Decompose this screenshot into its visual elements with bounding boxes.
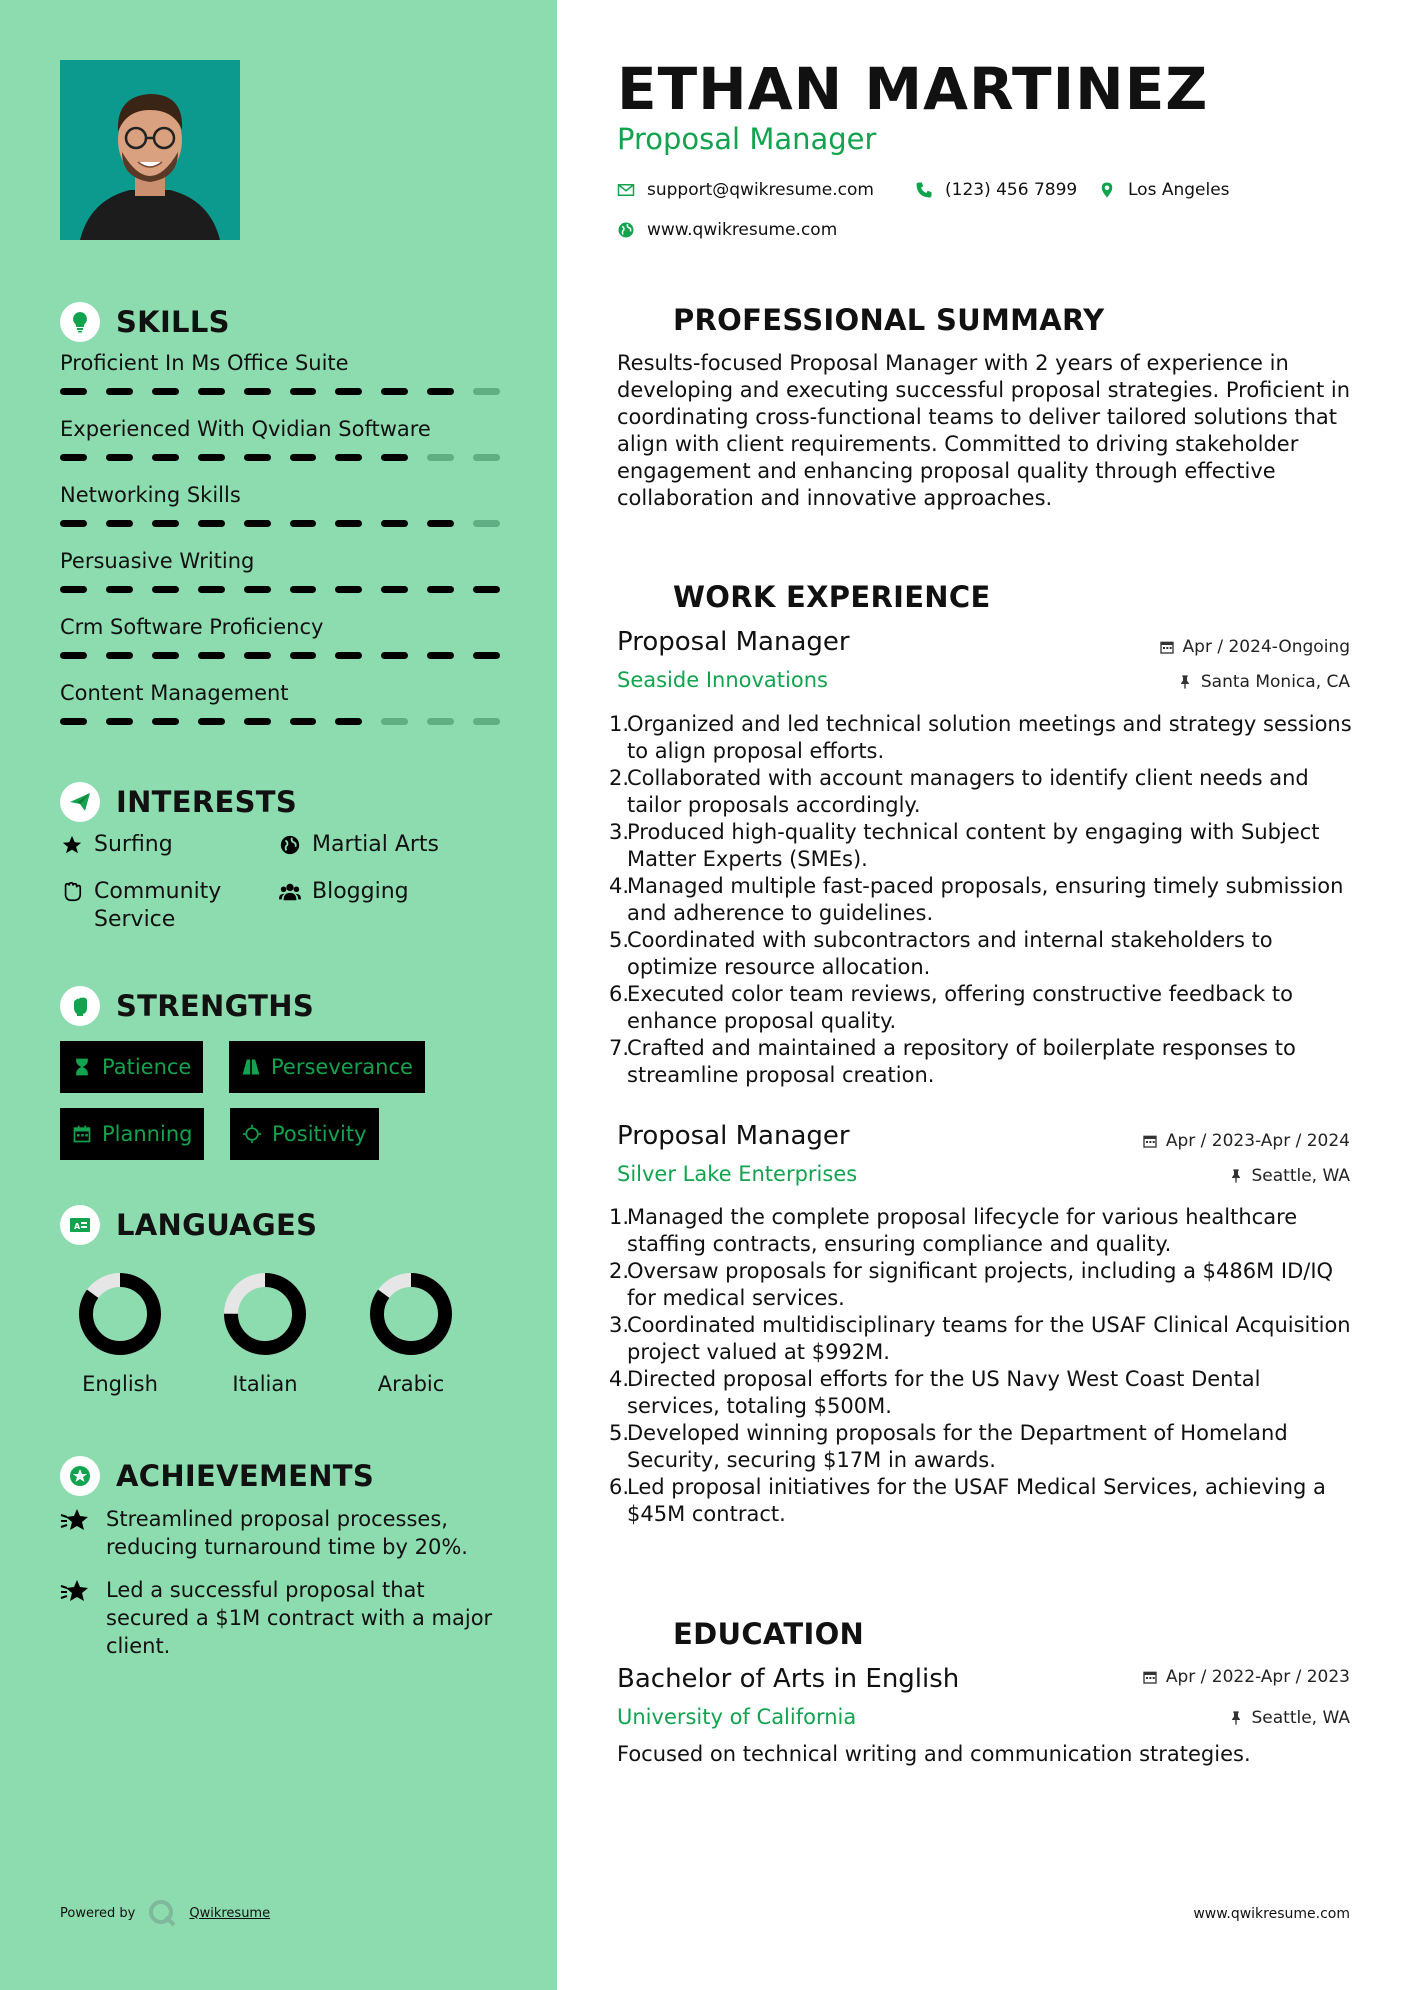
- bullet-number: 1.: [609, 1205, 630, 1229]
- job-location: Seattle, WA: [1228, 1166, 1351, 1186]
- job-dates: Apr / 2023-Apr / 2024: [1142, 1131, 1350, 1151]
- users-icon: [278, 878, 302, 906]
- interest-item: Community Service: [60, 878, 250, 934]
- skill-level-dash: [244, 718, 271, 725]
- bullet-number: 2.: [609, 1259, 630, 1283]
- globe-icon: [278, 831, 302, 859]
- skill-item: [60, 611, 500, 659]
- skill-level-dash: [152, 454, 179, 461]
- skill-level-dash: [152, 388, 179, 395]
- skill-level-dash: [244, 652, 271, 659]
- skill-level-dash: [106, 586, 133, 593]
- skill-level-dash: [290, 388, 317, 395]
- bullet-number: 5.: [609, 1421, 630, 1445]
- skill-level-bar: [60, 718, 500, 725]
- bullet-number: 3.: [609, 820, 630, 844]
- skill-level-dash: [106, 718, 133, 725]
- road-icon: [241, 1057, 261, 1077]
- job-company: Seaside Innovations: [617, 668, 828, 692]
- calendar-icon: [1142, 1133, 1158, 1149]
- skill-name: Networking Skills: [60, 483, 241, 507]
- phone-icon: [915, 181, 933, 199]
- bullet-text: Oversaw proposals for significant projects, including a $486M ID/IQ for medical services.: [627, 1259, 1334, 1310]
- contact-email[interactable]: support@qwikresume.com: [617, 180, 874, 200]
- skill-level-dash: [60, 652, 87, 659]
- pushpin-icon: [1177, 674, 1193, 690]
- skill-name: Experienced With Qvidian Software: [60, 417, 431, 441]
- skill-item: [60, 347, 500, 395]
- job-bullet: [609, 1312, 1357, 1366]
- degree-title: Bachelor of Arts in English: [617, 1664, 960, 1694]
- job-bullet: [609, 927, 1357, 981]
- pushpin-icon: [1228, 1710, 1244, 1726]
- skill-level-dash: [198, 718, 225, 725]
- language-icon: [60, 1205, 100, 1245]
- contact-location: Los Angeles: [1098, 180, 1230, 200]
- skill-level-dash: [290, 454, 317, 461]
- skill-level-dash: [152, 718, 179, 725]
- fist-icon: [60, 986, 100, 1026]
- language-name: English: [82, 1372, 158, 1396]
- hand-icon: [60, 878, 84, 934]
- svg-text:A: A: [74, 1222, 81, 1231]
- job-bullet: [609, 981, 1357, 1035]
- job-bullet: [609, 819, 1357, 873]
- skill-level-dash: [198, 388, 225, 395]
- skill-level-dash: [152, 520, 179, 527]
- job-bullet: [609, 1366, 1357, 1420]
- job-bullet: [609, 711, 1357, 765]
- skill-level-bar: [60, 520, 500, 527]
- bullet-number: 4.: [609, 1367, 630, 1391]
- bullet-number: 6.: [609, 1475, 630, 1499]
- graduation-icon: [617, 1614, 657, 1654]
- summary-text: Results-focused Proposal Manager with 2 years of experience in developing and executing successful proposal strategies. Proficient in coordinating cross-functional teams to deliver tailored solutions that align with client requirements. Committed to driving stakeholder engagement and enhancing proposal quality through effective collaboration and innovative approaches.: [617, 351, 1351, 510]
- powered-by: Powered by Qwikresume: [60, 1898, 270, 1928]
- job-bullets: [609, 1204, 1357, 1528]
- contact-website[interactable]: www.qwikresume.com: [617, 220, 837, 240]
- bullet-text: Produced high-quality technical content by engaging with Subject Matter Experts (SMEs).: [627, 820, 1320, 871]
- skill-level-dash: [106, 652, 133, 659]
- skill-level-dash: [198, 454, 225, 461]
- skill-level-bar: [60, 586, 500, 593]
- bullet-text: Organized and led technical solution meetings and strategy sessions to align proposal efforts.: [627, 712, 1352, 763]
- skill-level-dash: [381, 586, 408, 593]
- calendar-icon: [1159, 639, 1175, 655]
- bullet-text: Collaborated with account managers to identify client needs and tailor proposals accordingly.: [627, 766, 1309, 817]
- education-location: Seattle, WA: [1228, 1708, 1351, 1728]
- job-bullet: [609, 765, 1357, 819]
- skill-level-dash: [473, 718, 500, 725]
- skill-level-dash: [198, 652, 225, 659]
- school-name: University of California: [617, 1705, 857, 1729]
- skill-level-dash: [290, 520, 317, 527]
- achievements-heading: ACHIEVEMENTS: [60, 1456, 374, 1496]
- skill-level-dash: [152, 586, 179, 593]
- skill-level-dash: [381, 388, 408, 395]
- skill-level-dash: [106, 520, 133, 527]
- skill-level-dash: [427, 652, 454, 659]
- education-dates: Apr / 2022-Apr / 2023: [1142, 1667, 1350, 1687]
- profile-photo: [60, 60, 240, 240]
- job-bullet: [609, 1258, 1357, 1312]
- education-description: Focused on technical writing and communication strategies.: [617, 1742, 1251, 1766]
- shooting-star-icon: [60, 1505, 92, 1561]
- skill-item: [60, 545, 500, 593]
- skill-name: Crm Software Proficiency: [60, 615, 324, 639]
- bullet-text: Directed proposal efforts for the US Navy West Coast Dental services, totaling $500M.: [627, 1367, 1261, 1418]
- skill-level-dash: [152, 652, 179, 659]
- strength-badge: Positivity: [230, 1108, 379, 1160]
- bullet-text: Coordinated with subcontractors and internal stakeholders to optimize resource allocation.: [627, 928, 1273, 979]
- languages-heading: A LANGUAGES: [60, 1205, 317, 1245]
- skill-level-dash: [106, 454, 133, 461]
- skill-level-dash: [473, 520, 500, 527]
- skill-level-dash: [473, 586, 500, 593]
- skill-level-dash: [427, 520, 454, 527]
- job-bullets: [609, 711, 1357, 1089]
- qwikresume-logo-icon: [147, 1898, 177, 1928]
- job-bullet: [609, 873, 1357, 927]
- achievement-item: Led a successful proposal that secured a $1M contract with a major client.: [60, 1576, 500, 1660]
- bullet-number: 3.: [609, 1313, 630, 1337]
- skill-name: Persuasive Writing: [60, 549, 255, 573]
- hourglass-icon: [72, 1057, 92, 1077]
- pushpin-icon: [1228, 1168, 1244, 1184]
- calendar-icon: [1142, 1669, 1158, 1685]
- achievement-item: Streamlined proposal processes, reducing turnaround time by 20%.: [60, 1505, 500, 1561]
- job-dates: Apr / 2024-Ongoing: [1159, 637, 1350, 657]
- bullet-number: 5.: [609, 928, 630, 952]
- strength-badge: Planning: [60, 1108, 204, 1160]
- skill-level-bar: [60, 652, 500, 659]
- skill-level-dash: [427, 454, 454, 461]
- qwikresume-link[interactable]: Qwikresume: [189, 1905, 271, 1921]
- bullet-number: 4.: [609, 874, 630, 898]
- skill-level-dash: [244, 388, 271, 395]
- job-title: Proposal Manager: [617, 1121, 850, 1151]
- star-badge-icon: [60, 1456, 100, 1496]
- skill-level-dash: [290, 586, 317, 593]
- work-heading: WORK EXPERIENCE: [617, 577, 991, 617]
- skill-level-dash: [335, 454, 362, 461]
- job-bullet: [609, 1474, 1357, 1528]
- globe-icon: [617, 221, 635, 239]
- bullet-text: Developed winning proposals for the Department of Homeland Security, securing $17M in awards.: [627, 1421, 1288, 1472]
- skill-level-dash: [244, 454, 271, 461]
- footer-website[interactable]: www.qwikresume.com: [1193, 1906, 1350, 1922]
- language-level-ring: [367, 1270, 455, 1358]
- skill-level-dash: [244, 586, 271, 593]
- shooting-star-icon: [60, 1576, 92, 1660]
- skill-level-dash: [381, 520, 408, 527]
- skill-item: [60, 479, 500, 527]
- language-level-ring: [76, 1270, 164, 1358]
- skill-level-dash: [381, 718, 408, 725]
- skill-level-dash: [427, 388, 454, 395]
- skill-level-dash: [335, 520, 362, 527]
- skill-level-bar: [60, 454, 500, 461]
- skill-level-dash: [473, 454, 500, 461]
- language-level-ring: [221, 1270, 309, 1358]
- skill-level-dash: [473, 388, 500, 395]
- star-icon: [60, 831, 84, 859]
- skill-level-dash: [335, 652, 362, 659]
- interests-heading: INTERESTS: [60, 782, 297, 822]
- job-company: Silver Lake Enterprises: [617, 1162, 858, 1186]
- skill-name: Proficient In Ms Office Suite: [60, 351, 349, 375]
- language-item: [341, 1270, 481, 1396]
- bullet-text: Managed multiple fast-paced proposals, ensuring timely submission and adherence to guidelines.: [627, 874, 1344, 925]
- bullet-text: Led proposal initiatives for the USAF Medical Services, achieving a $45M contract.: [627, 1475, 1326, 1526]
- skill-level-bar: [60, 388, 500, 395]
- bullet-number: 1.: [609, 712, 630, 736]
- skill-level-dash: [473, 652, 500, 659]
- bullet-text: Crafted and maintained a repository of boilerplate responses to streamline proposal creation.: [627, 1036, 1296, 1087]
- skill-level-dash: [198, 520, 225, 527]
- job-bullet: [609, 1204, 1357, 1258]
- candidate-role: Proposal Manager: [617, 122, 877, 156]
- skill-level-dash: [290, 718, 317, 725]
- strengths-heading: STRENGTHS: [60, 986, 314, 1026]
- skill-level-dash: [106, 388, 133, 395]
- skill-item: [60, 677, 500, 725]
- bullet-text: Managed the complete proposal lifecycle for various healthcare staffing contracts, ensuring compliance and quality.: [627, 1205, 1298, 1256]
- skill-level-dash: [60, 388, 87, 395]
- contact-phone[interactable]: (123) 456 7899: [915, 180, 1077, 200]
- skill-level-dash: [335, 388, 362, 395]
- paper-plane-icon: [60, 782, 100, 822]
- skill-level-dash: [60, 586, 87, 593]
- bullet-text: Executed color team reviews, offering constructive feedback to enhance proposal quality.: [627, 982, 1293, 1033]
- envelope-icon: [617, 181, 635, 199]
- job-location: Santa Monica, CA: [1177, 672, 1350, 692]
- skill-level-dash: [60, 718, 87, 725]
- skill-level-dash: [60, 520, 87, 527]
- strength-badge: Patience: [60, 1041, 203, 1093]
- skill-name: Content Management: [60, 681, 289, 705]
- skill-item: [60, 413, 500, 461]
- bullet-text: Coordinated multidisciplinary teams for the USAF Clinical Acquisition project valued at $992M.: [627, 1313, 1351, 1364]
- skill-level-dash: [290, 652, 317, 659]
- job-bullet: [609, 1420, 1357, 1474]
- education-heading: EDUCATION: [617, 1614, 864, 1654]
- skill-level-dash: [244, 520, 271, 527]
- bullet-number: 2.: [609, 766, 630, 790]
- sun-icon: [242, 1124, 262, 1144]
- language-item: [195, 1270, 335, 1396]
- skill-level-dash: [427, 586, 454, 593]
- skill-level-dash: [381, 454, 408, 461]
- skills-heading: SKILLS: [60, 302, 230, 342]
- language-name: Italian: [232, 1372, 298, 1396]
- strength-badge: Perseverance: [229, 1041, 425, 1093]
- calendar-icon: [72, 1124, 92, 1144]
- job-title: Proposal Manager: [617, 627, 850, 657]
- skill-level-dash: [381, 652, 408, 659]
- summary-heading: PROFESSIONAL SUMMARY: [617, 300, 1104, 340]
- chair-icon: [617, 577, 657, 617]
- bullet-number: 6.: [609, 982, 630, 1006]
- lightbulb-icon: [60, 302, 100, 342]
- skill-level-dash: [335, 718, 362, 725]
- interest-item: Martial Arts: [278, 831, 439, 859]
- skill-level-dash: [427, 718, 454, 725]
- language-name: Arabic: [377, 1372, 445, 1396]
- bullet-number: 7.: [609, 1036, 630, 1060]
- language-item: [50, 1270, 190, 1396]
- candidate-name: ETHAN MARTINEZ: [617, 55, 1209, 123]
- user-icon: [617, 300, 657, 340]
- job-bullet: [609, 1035, 1357, 1089]
- map-marker-icon: [1098, 181, 1116, 199]
- skill-level-dash: [335, 586, 362, 593]
- interest-item: Surfing: [60, 831, 173, 859]
- interest-item: Blogging: [278, 878, 409, 906]
- skill-level-dash: [60, 454, 87, 461]
- skill-level-dash: [198, 586, 225, 593]
